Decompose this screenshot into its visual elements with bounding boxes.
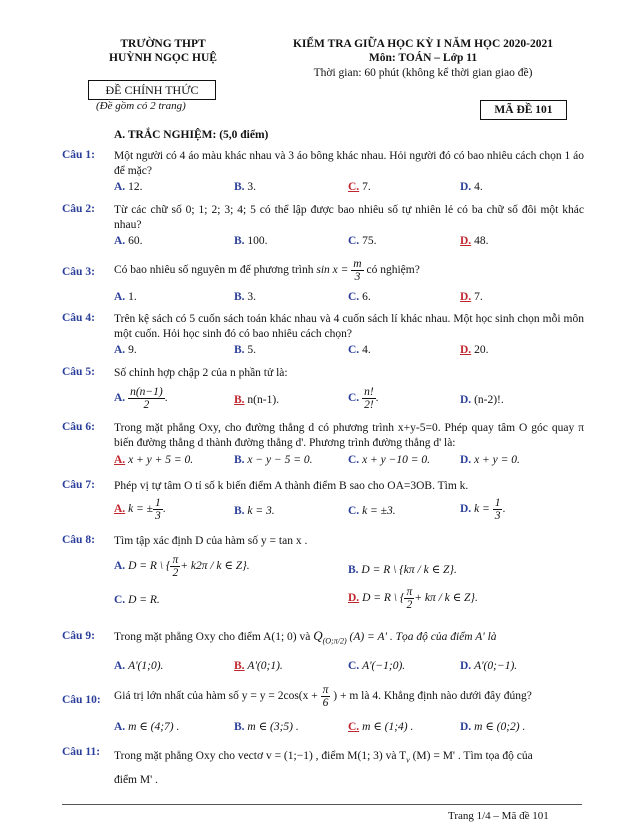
school-name-line1: TRƯỜNG THPT bbox=[120, 38, 206, 50]
question-text: Trong mặt phẳng Oxy, cho đường thẳng d có phương trình x+y-5=0. Phép quay tâm O góc quay π biến đường thẳng d thành đường thẳng d'. Phương trình đường thẳng d' là: bbox=[114, 422, 584, 449]
question-label: Câu 3: bbox=[62, 266, 95, 278]
option-b: B. D = R \ {kπ / k ∈ Z}. bbox=[348, 564, 457, 576]
option-b: B. x − y − 5 = 0. bbox=[234, 454, 313, 466]
option-a: A. x + y + 5 = 0. bbox=[114, 454, 194, 466]
question-text: Từ các chữ số 0; 1; 2; 3; 4; 5 có thể lập được bao nhiêu số tự nhiên lẻ có ba chữ số đôi một khác nhau? bbox=[114, 204, 584, 231]
exam-subject: Môn: TOÁN – Lớp 11 bbox=[368, 52, 478, 64]
option-a: A. 9. bbox=[114, 344, 137, 356]
option-d: D. D = R \ { $\frac{\pi}{2}$ + kπ / k ∈ Z}. bbox=[348, 586, 478, 611]
option-b: B. 5. bbox=[234, 344, 257, 356]
option-c: C. A'(−1;0). bbox=[348, 660, 406, 672]
exam-title: KIỂM TRA GIỮA HỌC KỲ I NĂM HỌC 2020-2021 bbox=[292, 38, 554, 50]
question-label: Câu 10: bbox=[62, 694, 101, 706]
option-a: A. k = ± $\frac{1}{3}$ . bbox=[114, 497, 166, 522]
option-c: C. 4. bbox=[348, 344, 371, 356]
official-label: ĐỀ CHÍNH THỨC bbox=[88, 80, 216, 100]
option-c: C. x + y −10 = 0. bbox=[348, 454, 431, 466]
option-b: B. m ∈ (3;5) . bbox=[234, 721, 299, 733]
question-label: Câu 7: bbox=[62, 479, 95, 491]
option-a: A. D = R \ { $\frac{\pi}{2}$ + k2π / k ∈ Z}. bbox=[114, 554, 250, 579]
question-text: Tìm tập xác định D của hàm số y = tan x . bbox=[114, 535, 308, 547]
option-c: C. 75. bbox=[348, 235, 377, 247]
option-c: C. m ∈ (1;4) . bbox=[348, 721, 414, 733]
question-label: Câu 9: bbox=[62, 630, 95, 642]
option-b: B. 100. bbox=[234, 235, 268, 247]
option-a: A. $\frac{n(n-1)}{2}$ . bbox=[114, 386, 168, 411]
option-a: A. 1. bbox=[114, 291, 137, 303]
option-d: D. 48. bbox=[460, 235, 489, 247]
question-text: Một người có 4 áo màu khác nhau và 3 áo bông khác nhau. Hỏi người đó có bao nhiêu cách chọn 1 áo để mặc? bbox=[114, 150, 584, 177]
page-footer: Trang 1/4 – Mã đề 101 bbox=[448, 810, 549, 822]
question-text: Trong mặt phẳng Oxy cho vectơ v = (1;−1) , điểm M(1; 3) và $T_v$ (M) = M' . Tìm tọa độ của điểm M' . bbox=[114, 750, 533, 787]
option-c: C. 6. bbox=[348, 291, 371, 303]
option-a: A. 60. bbox=[114, 235, 143, 247]
option-c: C. $\frac{n!}{2!}$ . bbox=[348, 386, 379, 411]
question-text: Trên kệ sách có 5 cuốn sách toán khác nhau và 4 cuốn sách lí khác nhau. Một học sinh chọn mỗi môn một cuốn. Hỏi học sinh đó có bao nhiêu cách chọn? bbox=[114, 313, 584, 340]
school-name-line2: HUỲNH NGỌC HUỆ bbox=[109, 52, 217, 64]
question-label: Câu 1: bbox=[62, 149, 95, 161]
section-title: A. TRẮC NGHIỆM: (5,0 điểm) bbox=[114, 129, 269, 141]
option-c: C. D = R. bbox=[114, 594, 160, 606]
option-b: B. k = 3. bbox=[234, 505, 275, 517]
option-d: D. 4. bbox=[460, 181, 483, 193]
question-text: Có bao nhiêu số nguyên m để phương trình sin x = $\frac{m}{3}$ có nghiệm? bbox=[114, 258, 420, 283]
pages-note: (Đề gồm có 2 trang) bbox=[96, 100, 186, 112]
question-label: Câu 8: bbox=[62, 534, 95, 546]
question-text: Số chỉnh hợp chập 2 của n phần tử là: bbox=[114, 367, 288, 379]
footer-divider bbox=[62, 804, 582, 805]
question-label: Câu 5: bbox=[62, 366, 95, 378]
option-b: B. n(n-1). bbox=[234, 394, 280, 406]
question-text: Trong mặt phẳng Oxy cho điểm A(1; 0) và $Q_{(O;\pi/2)}$ (A) = A' . Tọa độ của điểm A' là bbox=[114, 628, 497, 646]
question-label: Câu 11: bbox=[62, 746, 101, 758]
option-d: D. 20. bbox=[460, 344, 489, 356]
question-text: Giá trị lớn nhất của hàm số y = y = 2cos(x + $\frac{\pi}{6}$ ) + m là 4. Khẳng định nào dưới đây đúng? bbox=[114, 684, 532, 709]
option-d: D. m ∈ (0;2) . bbox=[460, 721, 526, 733]
question-text: Phép vị tự tâm O tỉ số k biến điểm A thành điểm B sao cho OA=3OB. Tìm k. bbox=[114, 480, 469, 492]
option-c: C. 7. bbox=[348, 181, 371, 193]
option-a: A. A'(1;0). bbox=[114, 660, 164, 672]
option-d: D. k = $\frac{1}{3}$ . bbox=[460, 497, 506, 522]
option-b: B. 3. bbox=[234, 291, 257, 303]
option-d: D. (n-2)!. bbox=[460, 394, 504, 406]
option-a: A. m ∈ (4;7) . bbox=[114, 721, 180, 733]
option-a: A. 12. bbox=[114, 181, 143, 193]
option-c: C. k = ±3. bbox=[348, 505, 396, 517]
question-label: Câu 4: bbox=[62, 312, 95, 324]
option-b: B. A'(0;1). bbox=[234, 660, 283, 672]
question-label: Câu 2: bbox=[62, 203, 95, 215]
option-b: B. 3. bbox=[234, 181, 257, 193]
option-d: D. x + y = 0. bbox=[460, 454, 520, 466]
exam-code: MÃ ĐỀ 101 bbox=[480, 100, 567, 120]
option-d: D. A'(0;−1). bbox=[460, 660, 518, 672]
exam-time: Thời gian: 60 phút (không kể thời gian giao đề) bbox=[313, 67, 533, 79]
question-label: Câu 6: bbox=[62, 421, 95, 433]
option-d: D. 7. bbox=[460, 291, 483, 303]
